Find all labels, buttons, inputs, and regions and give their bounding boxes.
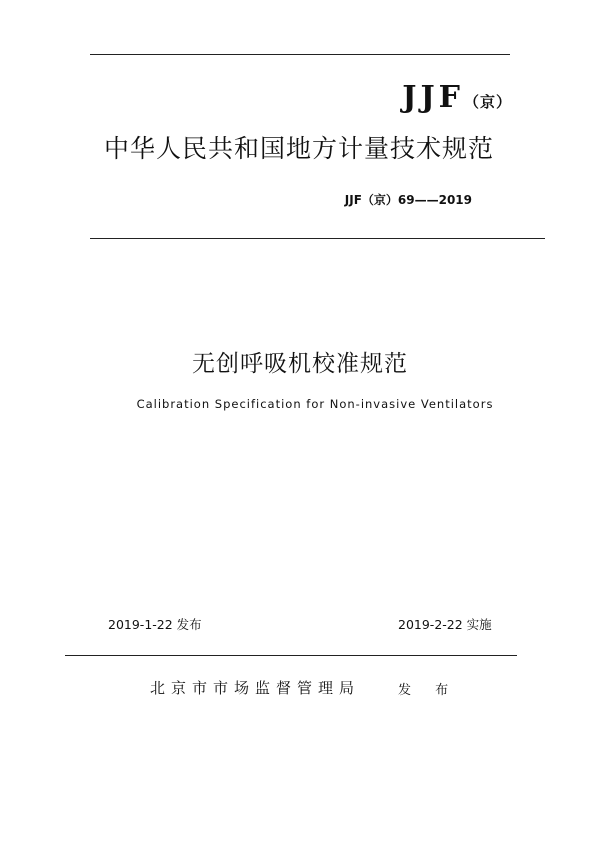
document-number: JJF（京）69——2019 <box>344 193 472 207</box>
code-sub: （京） <box>463 93 512 111</box>
issuer: 北京市市场监督管理局 <box>150 679 361 697</box>
issue-label: 发 布 <box>398 683 459 698</box>
standard-type: 中华人民共和国地方计量技术规范 <box>104 134 495 163</box>
title-english: Calibration Specification for Non-invasive Ventilators <box>136 397 494 411</box>
header-divider <box>90 238 545 239</box>
code-main: JJF <box>402 80 464 115</box>
top-rule <box>90 54 510 55</box>
title-chinese: 无创呼吸机校准规范 <box>192 351 408 377</box>
release-date: 2019-1-22 发布 <box>108 617 202 632</box>
standard-code-mark <box>402 80 512 115</box>
implement-date: 2019-2-22 实施 <box>398 617 492 632</box>
footer-divider <box>65 655 517 656</box>
